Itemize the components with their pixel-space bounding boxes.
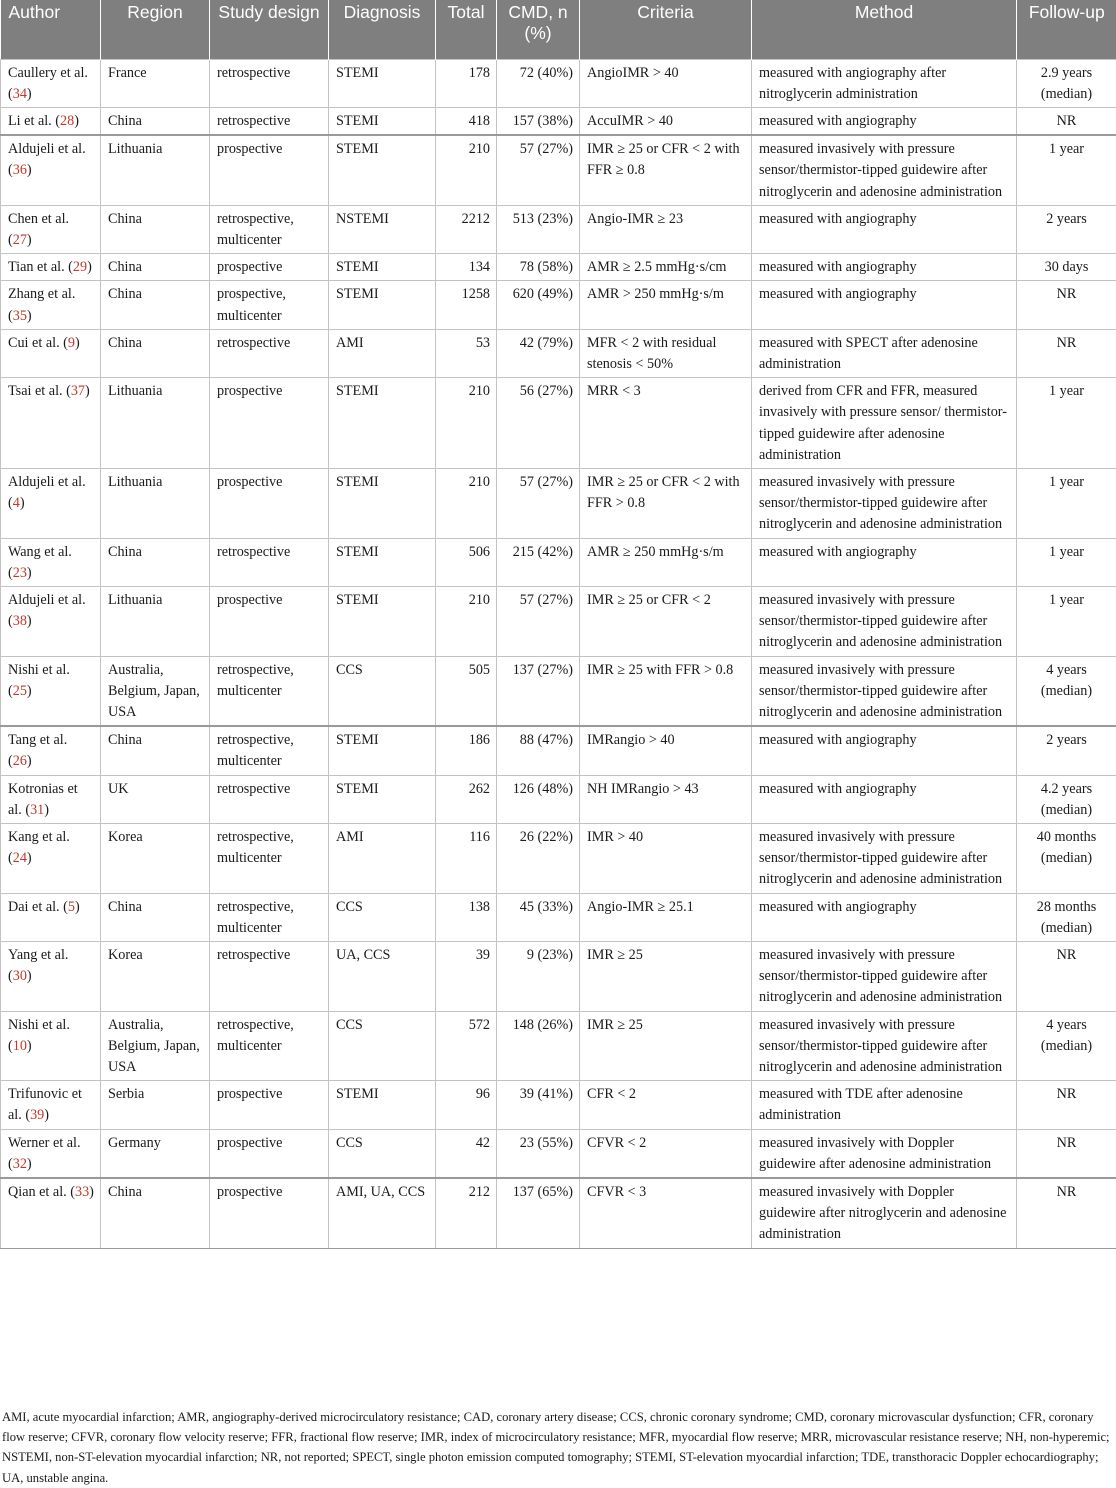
diagnosis-cell: STEMI (329, 59, 436, 107)
author-name: Aldujeli et al. ( (8, 141, 86, 178)
reference-link[interactable]: 38 (13, 613, 27, 629)
follow-up-cell: 4.2 years (median) (1017, 775, 1116, 823)
diagnosis-cell: STEMI (329, 775, 436, 823)
reference-link[interactable]: 33 (75, 1184, 89, 1200)
diagnosis-cell: CCS (329, 1011, 436, 1081)
reference-link[interactable]: 31 (30, 802, 44, 818)
cmd-cell: 137 (27%) (497, 656, 580, 726)
table-row (1, 1081, 1116, 1129)
header-follow-up: Follow-up (1017, 0, 1116, 59)
table-row (1, 1011, 1116, 1081)
study-design-cell: prospective (210, 1081, 329, 1129)
follow-up-cell: 1 year (1017, 538, 1116, 586)
author-close-paren: ) (44, 802, 49, 818)
diagnosis-cell: STEMI (329, 586, 436, 656)
total-cell: 116 (436, 824, 497, 894)
table-row (1, 135, 1116, 205)
criteria-cell: IMR ≥ 25 or CFR < 2 with FFR > 0.8 (580, 468, 752, 538)
author-name: Aldujeli et al. ( (8, 592, 86, 629)
author-cell (1, 893, 101, 941)
author-name: Wang et al. ( (8, 544, 72, 581)
method-cell: measured with angiography (752, 107, 1017, 135)
method-cell: measured invasively with pressure sensor/thermistor-tipped guidewire after nitroglycerin and adenosine administration (752, 824, 1017, 894)
author-name: Nishi et al. ( (8, 662, 70, 699)
method-cell: measured with TDE after adenosine administration (752, 1081, 1017, 1129)
reference-link[interactable]: 30 (13, 968, 27, 984)
author-name: Trifunovic et al. ( (8, 1086, 82, 1123)
follow-up-cell: NR (1017, 281, 1116, 329)
table-row (1, 1129, 1116, 1178)
method-cell: measured with angiography after nitroglycerin administration (752, 59, 1017, 107)
criteria-cell: AccuIMR > 40 (580, 107, 752, 135)
study-design-cell: retrospective, multicenter (210, 656, 329, 726)
table-row (1, 1178, 1116, 1248)
criteria-cell: CFVR < 2 (580, 1129, 752, 1178)
reference-link[interactable]: 25 (13, 683, 27, 699)
criteria-cell: NH IMRangio > 43 (580, 775, 752, 823)
diagnosis-cell: STEMI (329, 281, 436, 329)
author-name: Qian et al. ( (8, 1184, 75, 1200)
table-row (1, 107, 1116, 135)
reference-link[interactable]: 23 (13, 565, 27, 581)
total-cell: 138 (436, 893, 497, 941)
region-cell: China (101, 1178, 210, 1248)
criteria-cell: AMR ≥ 2.5 mmHg·s/cm (580, 254, 752, 281)
study-design-cell: prospective (210, 135, 329, 205)
diagnosis-cell: AMI, UA, CCS (329, 1178, 436, 1248)
study-design-cell: retrospective (210, 775, 329, 823)
criteria-cell: IMR ≥ 25 with FFR > 0.8 (580, 656, 752, 726)
table-row (1, 726, 1116, 775)
method-cell: measured with angiography (752, 893, 1017, 941)
diagnosis-cell: STEMI (329, 254, 436, 281)
follow-up-cell: 4 years (median) (1017, 1011, 1116, 1081)
cmd-cell: 620 (49%) (497, 281, 580, 329)
cmd-cell: 88 (47%) (497, 726, 580, 775)
author-name: Kotronias et al. ( (8, 781, 78, 818)
study-design-cell: retrospective (210, 107, 329, 135)
author-close-paren: ) (27, 613, 32, 629)
author-cell (1, 942, 101, 1012)
table-row (1, 775, 1116, 823)
cmd-cell: 137 (65%) (497, 1178, 580, 1248)
author-close-paren: ) (87, 259, 92, 275)
criteria-cell: IMRangio > 40 (580, 726, 752, 775)
study-design-cell: retrospective, multicenter (210, 1011, 329, 1081)
reference-link[interactable]: 29 (73, 259, 87, 275)
method-cell: measured with angiography (752, 205, 1017, 253)
study-design-cell: prospective (210, 1129, 329, 1178)
cmd-cell: 45 (33%) (497, 893, 580, 941)
author-close-paren: ) (27, 86, 32, 102)
study-design-cell: retrospective, multicenter (210, 205, 329, 253)
cmd-cell: 78 (58%) (497, 254, 580, 281)
cmd-cell: 39 (41%) (497, 1081, 580, 1129)
reference-link[interactable]: 39 (30, 1107, 44, 1123)
total-cell: 42 (436, 1129, 497, 1178)
region-cell: China (101, 726, 210, 775)
author-close-paren: ) (85, 383, 90, 399)
study-design-cell: retrospective, multicenter (210, 824, 329, 894)
total-cell: 212 (436, 1178, 497, 1248)
region-cell: China (101, 205, 210, 253)
header-criteria: Criteria (580, 0, 752, 59)
author-close-paren: ) (27, 968, 32, 984)
criteria-cell: IMR ≥ 25 or CFR < 2 (580, 586, 752, 656)
follow-up-cell: 1 year (1017, 586, 1116, 656)
author-cell (1, 1081, 101, 1129)
total-cell: 210 (436, 135, 497, 205)
author-name: Dai et al. ( (8, 899, 68, 915)
total-cell: 1258 (436, 281, 497, 329)
diagnosis-cell: STEMI (329, 538, 436, 586)
total-cell: 505 (436, 656, 497, 726)
method-cell: measured invasively with Doppler guidewire after adenosine administration (752, 1129, 1017, 1178)
author-name: Nishi et al. ( (8, 1017, 70, 1054)
study-design-cell: retrospective (210, 329, 329, 377)
diagnosis-cell: STEMI (329, 468, 436, 538)
total-cell: 418 (436, 107, 497, 135)
diagnosis-cell: UA, CCS (329, 942, 436, 1012)
total-cell: 210 (436, 378, 497, 469)
cmd-cell: 42 (79%) (497, 329, 580, 377)
region-cell: China (101, 329, 210, 377)
author-cell (1, 468, 101, 538)
table-row (1, 893, 1116, 941)
author-cell (1, 1011, 101, 1081)
header-author: Author (1, 0, 101, 59)
reference-link[interactable]: 37 (71, 383, 85, 399)
cmd-cell: 72 (40%) (497, 59, 580, 107)
author-name: Li et al. ( (8, 113, 60, 129)
cmd-cell: 148 (26%) (497, 1011, 580, 1081)
region-cell: Lithuania (101, 135, 210, 205)
table-row (1, 942, 1116, 1012)
reference-link[interactable]: 32 (13, 1156, 27, 1172)
author-close-paren: ) (27, 232, 32, 248)
total-cell: 53 (436, 329, 497, 377)
cmd-cell: 215 (42%) (497, 538, 580, 586)
total-cell: 96 (436, 1081, 497, 1129)
total-cell: 262 (436, 775, 497, 823)
author-close-paren: ) (20, 495, 25, 511)
author-close-paren: ) (27, 850, 32, 866)
cmd-cell: 513 (23%) (497, 205, 580, 253)
cmd-cell: 9 (23%) (497, 942, 580, 1012)
header-region: Region (101, 0, 210, 59)
author-cell (1, 107, 101, 135)
criteria-cell: AngioIMR > 40 (580, 59, 752, 107)
author-name: Aldujeli et al. ( (8, 474, 86, 511)
author-cell (1, 205, 101, 253)
table-row (1, 378, 1116, 469)
cmd-cell: 57 (27%) (497, 468, 580, 538)
table-row (1, 205, 1116, 253)
diagnosis-cell: CCS (329, 656, 436, 726)
method-cell: measured invasively with pressure sensor/thermistor-tipped guidewire after nitroglycerin and adenosine administration (752, 468, 1017, 538)
reference-link[interactable]: 10 (13, 1038, 27, 1054)
follow-up-cell: 1 year (1017, 378, 1116, 469)
follow-up-cell: 30 days (1017, 254, 1116, 281)
author-cell (1, 1178, 101, 1248)
author-close-paren: ) (89, 1184, 94, 1200)
criteria-cell: AMR ≥ 250 mmHg·s/m (580, 538, 752, 586)
total-cell: 506 (436, 538, 497, 586)
method-cell: measured invasively with pressure sensor/thermistor-tipped guidewire after nitroglycerin and adenosine administration (752, 586, 1017, 656)
region-cell: China (101, 254, 210, 281)
follow-up-cell: 40 months (median) (1017, 824, 1116, 894)
criteria-cell: IMR > 40 (580, 824, 752, 894)
author-close-paren: ) (44, 1107, 49, 1123)
author-name: Cui et al. ( (8, 335, 68, 351)
cmd-cell: 26 (22%) (497, 824, 580, 894)
header-diagnosis: Diagnosis (329, 0, 436, 59)
region-cell: China (101, 538, 210, 586)
diagnosis-cell: CCS (329, 893, 436, 941)
region-cell: China (101, 281, 210, 329)
author-name: Chen et al. ( (8, 211, 69, 248)
table-row (1, 329, 1116, 377)
method-cell: measured invasively with Doppler guidewire after nitroglycerin and adenosine administration (752, 1178, 1017, 1248)
reference-link[interactable]: 9 (68, 335, 75, 351)
cmd-cell: 57 (27%) (497, 135, 580, 205)
header-row (1, 0, 1116, 59)
follow-up-cell: 1 year (1017, 468, 1116, 538)
author-close-paren: ) (27, 308, 32, 324)
study-design-cell: retrospective (210, 59, 329, 107)
method-cell: measured with angiography (752, 281, 1017, 329)
header-total: Total (436, 0, 497, 59)
author-name: Werner et al. ( (8, 1135, 81, 1172)
study-design-cell: prospective (210, 254, 329, 281)
follow-up-cell: NR (1017, 1081, 1116, 1129)
table-row (1, 538, 1116, 586)
reference-link[interactable]: 26 (13, 753, 27, 769)
diagnosis-cell: CCS (329, 1129, 436, 1178)
table-row (1, 468, 1116, 538)
method-cell: measured invasively with pressure sensor/thermistor-tipped guidewire after nitroglycerin and adenosine administration (752, 1011, 1017, 1081)
author-close-paren: ) (27, 1038, 32, 1054)
author-name: Zhang et al. ( (8, 286, 75, 323)
region-cell: China (101, 893, 210, 941)
follow-up-cell: 1 year (1017, 135, 1116, 205)
follow-up-cell: 28 months (median) (1017, 893, 1116, 941)
author-cell (1, 538, 101, 586)
criteria-cell: Angio-IMR ≥ 23 (580, 205, 752, 253)
reference-link[interactable]: 27 (13, 232, 27, 248)
header-cmd: CMD, n (%) (497, 0, 580, 59)
criteria-cell: CFVR < 3 (580, 1178, 752, 1248)
criteria-cell: CFR < 2 (580, 1081, 752, 1129)
total-cell: 572 (436, 1011, 497, 1081)
follow-up-cell: 4 years (median) (1017, 656, 1116, 726)
author-name: Tian et al. ( (8, 259, 73, 275)
author-name: Caullery et al. ( (8, 65, 88, 102)
diagnosis-cell: STEMI (329, 378, 436, 469)
author-name: Yang et al. ( (8, 947, 68, 984)
region-cell: Lithuania (101, 586, 210, 656)
cmd-cell: 157 (38%) (497, 107, 580, 135)
method-cell: measured with angiography (752, 254, 1017, 281)
author-name: Tang et al. ( (8, 732, 67, 769)
author-cell (1, 281, 101, 329)
table-row (1, 656, 1116, 726)
reference-link[interactable]: 36 (13, 162, 27, 178)
total-cell: 178 (436, 59, 497, 107)
author-cell (1, 254, 101, 281)
study-design-cell: retrospective (210, 942, 329, 1012)
method-cell: measured invasively with pressure sensor/thermistor-tipped guidewire after nitroglycerin and adenosine administration (752, 656, 1017, 726)
criteria-cell: IMR ≥ 25 (580, 1011, 752, 1081)
method-cell: measured with angiography (752, 775, 1017, 823)
reference-link[interactable]: 5 (68, 899, 75, 915)
author-close-paren: ) (75, 899, 80, 915)
total-cell: 210 (436, 586, 497, 656)
region-cell: Lithuania (101, 468, 210, 538)
region-cell: Australia, Belgium, Japan, USA (101, 1011, 210, 1081)
author-close-paren: ) (75, 335, 80, 351)
table-row (1, 824, 1116, 894)
reference-link[interactable]: 4 (13, 495, 20, 511)
method-cell: derived from CFR and FFR, measured invasively with pressure sensor/ thermistor-tipped guidewire after adenosine administration (752, 378, 1017, 469)
cmd-cell: 23 (55%) (497, 1129, 580, 1178)
follow-up-cell: 2 years (1017, 205, 1116, 253)
study-design-cell: retrospective, multicenter (210, 726, 329, 775)
criteria-cell: IMR ≥ 25 (580, 942, 752, 1012)
study-design-cell: prospective (210, 586, 329, 656)
criteria-cell: Angio-IMR ≥ 25.1 (580, 893, 752, 941)
diagnosis-cell: STEMI (329, 135, 436, 205)
method-cell: measured with angiography (752, 726, 1017, 775)
cmd-cell: 56 (27%) (497, 378, 580, 469)
author-cell (1, 656, 101, 726)
region-cell: UK (101, 775, 210, 823)
author-cell (1, 378, 101, 469)
author-cell (1, 1129, 101, 1178)
region-cell: Korea (101, 942, 210, 1012)
region-cell: Serbia (101, 1081, 210, 1129)
criteria-cell: MFR < 2 with residual stenosis < 50% (580, 329, 752, 377)
reference-link[interactable]: 28 (60, 113, 74, 129)
diagnosis-cell: NSTEMI (329, 205, 436, 253)
author-cell (1, 329, 101, 377)
author-cell (1, 775, 101, 823)
region-cell: China (101, 107, 210, 135)
region-cell: Australia, Belgium, Japan, USA (101, 656, 210, 726)
author-name: Tsai et al. ( (8, 383, 71, 399)
author-cell (1, 726, 101, 775)
total-cell: 2212 (436, 205, 497, 253)
header-method: Method (752, 0, 1017, 59)
method-cell: measured invasively with pressure sensor/thermistor-tipped guidewire after nitroglycerin and adenosine administration (752, 135, 1017, 205)
author-close-paren: ) (27, 683, 32, 699)
method-cell: measured with SPECT after adenosine administration (752, 329, 1017, 377)
diagnosis-cell: STEMI (329, 726, 436, 775)
cmd-cell: 57 (27%) (497, 586, 580, 656)
diagnosis-cell: STEMI (329, 1081, 436, 1129)
study-design-cell: retrospective, multicenter (210, 893, 329, 941)
study-design-cell: prospective, multicenter (210, 281, 329, 329)
region-cell: Lithuania (101, 378, 210, 469)
diagnosis-cell: AMI (329, 824, 436, 894)
follow-up-cell: NR (1017, 329, 1116, 377)
diagnosis-cell: AMI (329, 329, 436, 377)
criteria-cell: IMR ≥ 25 or CFR < 2 with FFR ≥ 0.8 (580, 135, 752, 205)
study-design-cell: retrospective (210, 538, 329, 586)
follow-up-cell: NR (1017, 942, 1116, 1012)
study-design-cell: prospective (210, 468, 329, 538)
author-close-paren: ) (27, 162, 32, 178)
author-close-paren: ) (27, 753, 32, 769)
author-close-paren: ) (74, 113, 79, 129)
region-cell: Korea (101, 824, 210, 894)
total-cell: 39 (436, 942, 497, 1012)
total-cell: 186 (436, 726, 497, 775)
table-footnote: AMI, acute myocardial infarction; AMR, angiography-derived microcirculatory resistance; CAD, coronary artery disease; CCS, chronic coronary syndrome; CMD, coronary microvascular dysfunction; CFR, coronary flow reserve; CFVR, coronary flow velocity reserve; FFR, fractional flow reserve; IMR, index of microcirculatory resistance; MFR, myocardial flow reserve; MRR, microvascular resistance reserve; NH, non-hyperemic; NSTEMI, non-ST-elevation myocardial infarction; NR, not reported; SPECT, single photon emission computed tomography; STEMI, ST-elevation myocardial infarction; TDE, transthoracic Doppler echocardiography; UA, unstable angina. (2, 1407, 1116, 1488)
follow-up-cell: NR (1017, 107, 1116, 135)
reference-link[interactable]: 24 (13, 850, 27, 866)
author-close-paren: ) (27, 1156, 32, 1172)
follow-up-cell: 2.9 years (median) (1017, 59, 1116, 107)
reference-link[interactable]: 34 (13, 86, 27, 102)
criteria-cell: AMR > 250 mmHg·s/m (580, 281, 752, 329)
author-cell (1, 59, 101, 107)
total-cell: 210 (436, 468, 497, 538)
follow-up-cell: NR (1017, 1129, 1116, 1178)
author-cell (1, 586, 101, 656)
header-study-design: Study design (210, 0, 329, 59)
table-row (1, 254, 1116, 281)
region-cell: France (101, 59, 210, 107)
study-design-cell: prospective (210, 1178, 329, 1248)
cmd-cell: 126 (48%) (497, 775, 580, 823)
study-design-cell: prospective (210, 378, 329, 469)
table-row (1, 281, 1116, 329)
table-row (1, 586, 1116, 656)
author-cell (1, 824, 101, 894)
diagnosis-cell: STEMI (329, 107, 436, 135)
table-row (1, 59, 1116, 107)
author-name: Kang et al. ( (8, 829, 70, 866)
author-cell (1, 135, 101, 205)
total-cell: 134 (436, 254, 497, 281)
follow-up-cell: NR (1017, 1178, 1116, 1248)
criteria-cell: MRR < 3 (580, 378, 752, 469)
reference-link[interactable]: 35 (13, 308, 27, 324)
follow-up-cell: 2 years (1017, 726, 1116, 775)
method-cell: measured invasively with pressure sensor/thermistor-tipped guidewire after nitroglycerin and adenosine administration (752, 942, 1017, 1012)
author-close-paren: ) (27, 565, 32, 581)
method-cell: measured with angiography (752, 538, 1017, 586)
region-cell: Germany (101, 1129, 210, 1178)
